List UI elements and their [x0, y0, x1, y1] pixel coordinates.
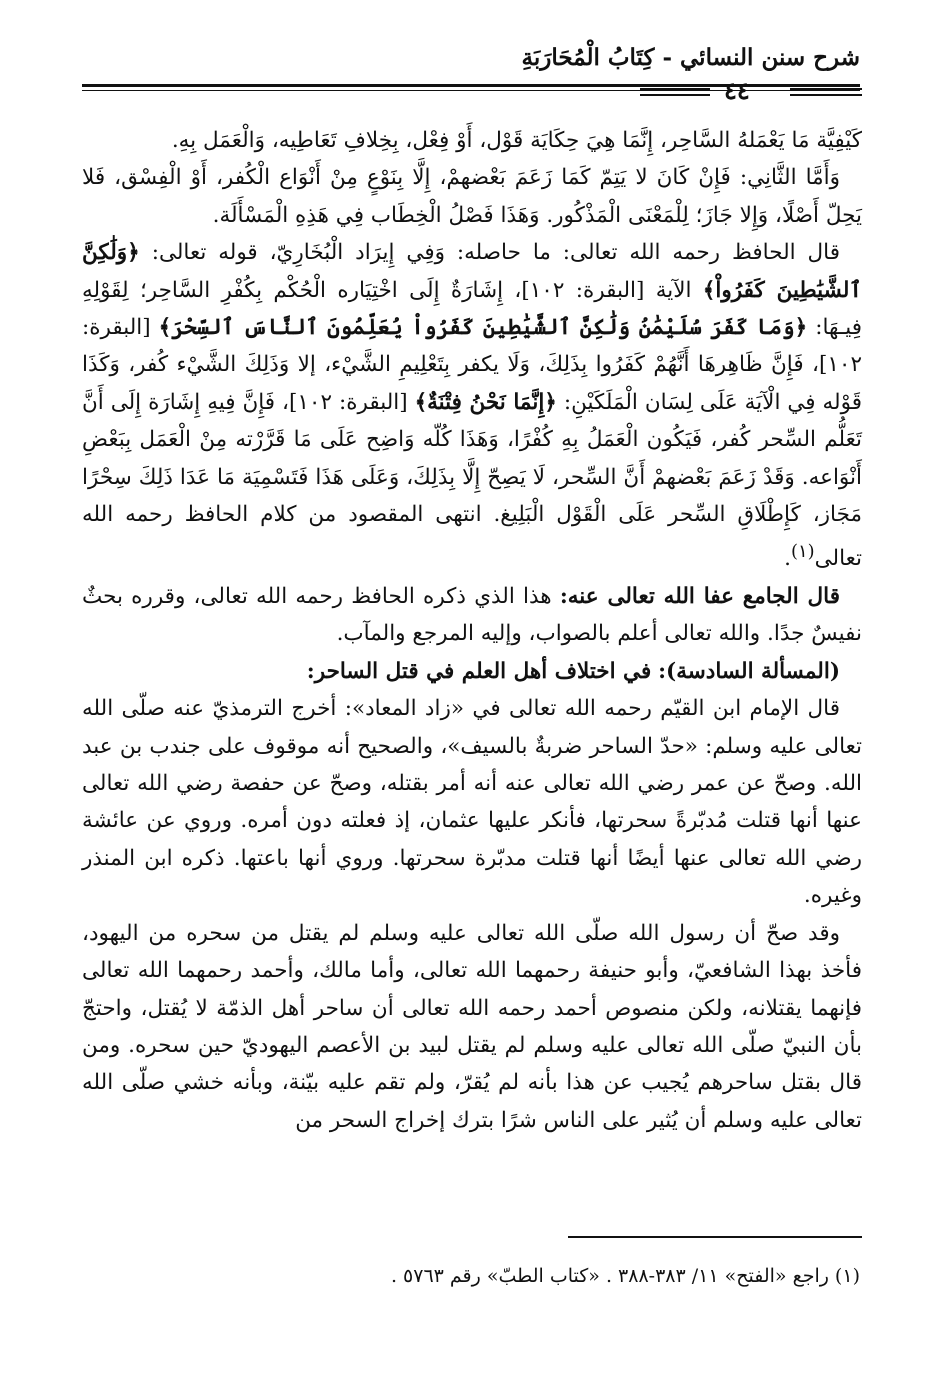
footnote-marker[interactable]: (١): [790, 541, 815, 563]
quran-verse-3: ﴿إِنَّمَا نَحْنُ فِتْنَةٌ﴾: [414, 389, 557, 415]
compiler-label: قال الجامع عفا الله تعالى عنه:: [559, 584, 840, 610]
issue-title: في اختلاف أهل العلم في قتل الساحر:: [306, 658, 652, 684]
paragraph-4-text: هذا الذي ذكره الحافظ رحمه الله تعالى، وقرره بحثٌ نفيسٌ جدًا. والله تعالى أعلم بالصواب، وإليه المرجع والمآب.: [82, 584, 862, 647]
paragraph-3-middle-2: [البقرة: ١٠٢]، فَإِنَّ ظَاهِرهَا أَنَّهُمْ كَفَرُوا بِذَلِكَ، وَلَا يكفر بِتَعْلِيمِ الشَّيْء، إلا وَذَلِكَ الشَّيْء كُفر، وَكَذَا قَوْله فِي الْآيَة عَلَى لِسَان الْمَلَكَيْنِ:: [82, 315, 862, 415]
issue-label: (المسألة السادسة):: [658, 658, 840, 684]
paragraph-7: وقد صحّ أن رسول الله صلّى الله تعالى عليه وسلم لم يقتل من سحره من اليهود، فأخذ بهذا الشافعيّ، وأبو حنيفة رحمهما الله تعالى، وأما مالك، وأحمد رحمهما الله تعالى فإنهما يقتلانه، ولكن منصوص أحمد رحمه الله تعالى أن ساحر أهل الذمّة لا يُقتل، واحتجّ بأن النبيّ صلّى الله تعالى عليه وسلم لم يقتل لبيد بن الأعصم اليهوديّ حين سحره. ومن قال بقتل ساحرهم يُجيب عن هذا بأنه لم يُقرّ، ولم تقم عليه بيّنة، وبأنه خشي صلّى الله تعالى عليه وسلم أن يُثير على الناس شرًا بترك إخراج السحر من: [82, 920, 862, 1133]
paragraph-3: قال الحافظ رحمه الله تعالى: ما حاصله: وَفِي إِيرَاد الْبُخَارِيّ، قوله تعالى: ﴿وَلَٰكِنَّ ٱلشَّيَٰطِينَ كَفَرُواْ﴾ الآية [البقرة: ١٠٢]، إِشَارَةٌ إِلَى اخْتِيَاره الْحُكْم بِكُفْرِ السَّاحِر؛ لِقَوْلِهِ فِيـهَا: ﴿وَمَا كَفَرَ سُلَيْمَٰنُ وَلَٰكِنَّ ٱلشَّيَٰطِينَ كَفَرُواْ يُعَلِّمُونَ ٱلنَّاسَ ٱلسِّحْرَ﴾ [البقرة: ١٠٢]، فَإِنَّ ظَاهِرهَا أَنَّهُمْ كَفَرُوا بِذَلِكَ، وَلَا يكفر بِتَعْلِيمِ الشَّيْء، إلا وَذَلِكَ الشَّيْء كُفر، وَكَذَا قَوْله فِي الْآيَة عَلَى لِسَان الْمَلَكَيْنِ: ﴿إِنَّمَا نَحْنُ فِتْنَةٌ﴾ [البقرة: ١٠٢]، فَإِنَّ فِيهِ إِشَارَة إِلَى أَنَّ تَعَلُّم السِّحر كُفر، فَيَكُون الْعَمَلُ بِهِ كُفْرًا، وَهَذَا كُلّه وَاضِح عَلَى مَا قَرَّرْته مِنْ الْعَمَل بِبَعْضِ أَنْوَاعه. وَقَدْ زَعَمَ بَعْضهمْ أَنَّ السِّحر، لَا يَصِحّ إِلَّا بِذَلِكَ، وَعَلَى هَذَا فَتَسْمِيَة مَا عَدَا ذَلِكَ سِحْرًا مَجَاز، كَإِطْلَاقِ السِّحر عَلَى الْقَوْل الْبَلِيغ. انتهى المقصود من كلام الحافظ رحمه الله تعالى$^{(١)}$.: [82, 240, 862, 572]
quran-verse-2: ﴿وَمَا كَفَرَ سُلَيْمَٰنُ وَلَٰكِنَّ ٱلشَّيَٰطِينَ كَفَرُواْ يُعَلِّمُونَ ٱلنَّاسَ ٱلسِّحْرَ﴾: [158, 315, 808, 341]
page-number: ٤٤: [724, 76, 750, 105]
page-number-ornament-right: [790, 88, 862, 100]
page-number-row: [640, 78, 862, 108]
paragraph-1: كَيْفِيَّة مَا يَعْمَلهُ السَّاحِر، إِنَّمَا هِيَ حِكَايَة قَوْل، أَوْ فِعْل، بِخِلافِ تَعَاطِيه، وَالْعَمَل بِهِ.: [171, 128, 862, 153]
paragraph-2: وَأَمَّا الثَّانِي: فَإِنْ كَانَ لا يَتِمّ كَمَا زَعَمَ بَعْضهمْ، إِلَّا بِنَوْعٍ مِنْ أَنْوَاع الْكُفر، أَوْ الْفِسْق، فَلا يَحِلّ أَصْلًا، وَإِلا جَازَ؛ لِلْمَعْنَى الْمَذْكُور. وَهَذَا فَصْلُ الْخِطَاب فِي هَذِهِ الْمَسْأَلَة.: [82, 165, 862, 228]
footnote-1: (١) راجع «الفتح» ١١/ ٣٨٣-٣٨٨ . «كتاب الطبّ» رقم ٥٧٦٣ .: [390, 1265, 860, 1287]
paragraph-4: [82, 578, 862, 653]
paragraph-5: [82, 653, 862, 690]
page-number-ornament-left: [640, 88, 710, 100]
paragraph-3-intro: قال الحافظ رحمه الله تعالى: ما حاصله: وَفِي إِيرَاد الْبُخَارِيّ، قوله تعالى:: [151, 240, 840, 266]
paragraph-3-middle-1: الآية [البقرة: ١٠٢]، إِشَارَةٌ إِلَى اخْتِيَاره الْحُكْم بِكُفْرِ السَّاحِر؛ لِقَوْلِهِ فِيـهَا:: [82, 277, 862, 341]
paragraph-3-end: [البقرة: ١٠٢]، فَإِنَّ فِيهِ إِشَارَة إِلَى أَنَّ تَعَلُّم السِّحر كُفر، فَيَكُون الْعَمَلُ بِهِ كُفْرًا، وَهَذَا كُلّه وَاضِح عَلَى مَا قَرَّرْته مِنْ الْعَمَل بِبَعْضِ أَنْوَاعه. وَقَدْ زَعَمَ بَعْضهمْ أَنَّ السِّحر، لَا يَصِحّ إِلَّا بِذَلِكَ، وَعَلَى هَذَا فَتَسْمِيَة مَا عَدَا ذَلِكَ سِحْرًا مَجَاز، كَإِطْلَاقِ السِّحر عَلَى الْقَوْل الْبَلِيغ. انتهى المقصود من كلام الحافظ رحمه الله تعالى: [82, 389, 862, 572]
footnote-rule: [568, 1236, 862, 1238]
paragraph-6: قال الإمام ابن القيّم رحمه الله تعالى في «زاد المعاد»: أخرج الترمذيّ عنه صلّى الله تعالى عليه وسلم: «حدّ الساحر ضربةٌ بالسيف»، والصحيح أنه موقوف على جندب بن عبد الله. وصحّ عن عمر رضي الله تعالى عنه أنه أمر بقتله، وصحّ عن حفصة رضي الله تعالى عنها أنها قتلت مُدبّرةً سحرتها، فأنكر عليها عثمان، إذ فعلته دون أمره. وروي عن عائشة رضي الله تعالى عنها أيضًا أنها قتلت مدبّرة سحرتها. وروي أنها باعتها. ذكره ابن المنذر وغيره.: [82, 696, 862, 909]
main-text: [82, 122, 862, 1139]
quran-verse-1: ﴿وَلَٰكِنَّ ٱلشَّيَٰطِينَ كَفَرُواْ﴾: [82, 240, 862, 303]
header-title: شرح سنن النسائي - كِتَابُ الْمُحَارَبَةِ: [521, 44, 860, 71]
